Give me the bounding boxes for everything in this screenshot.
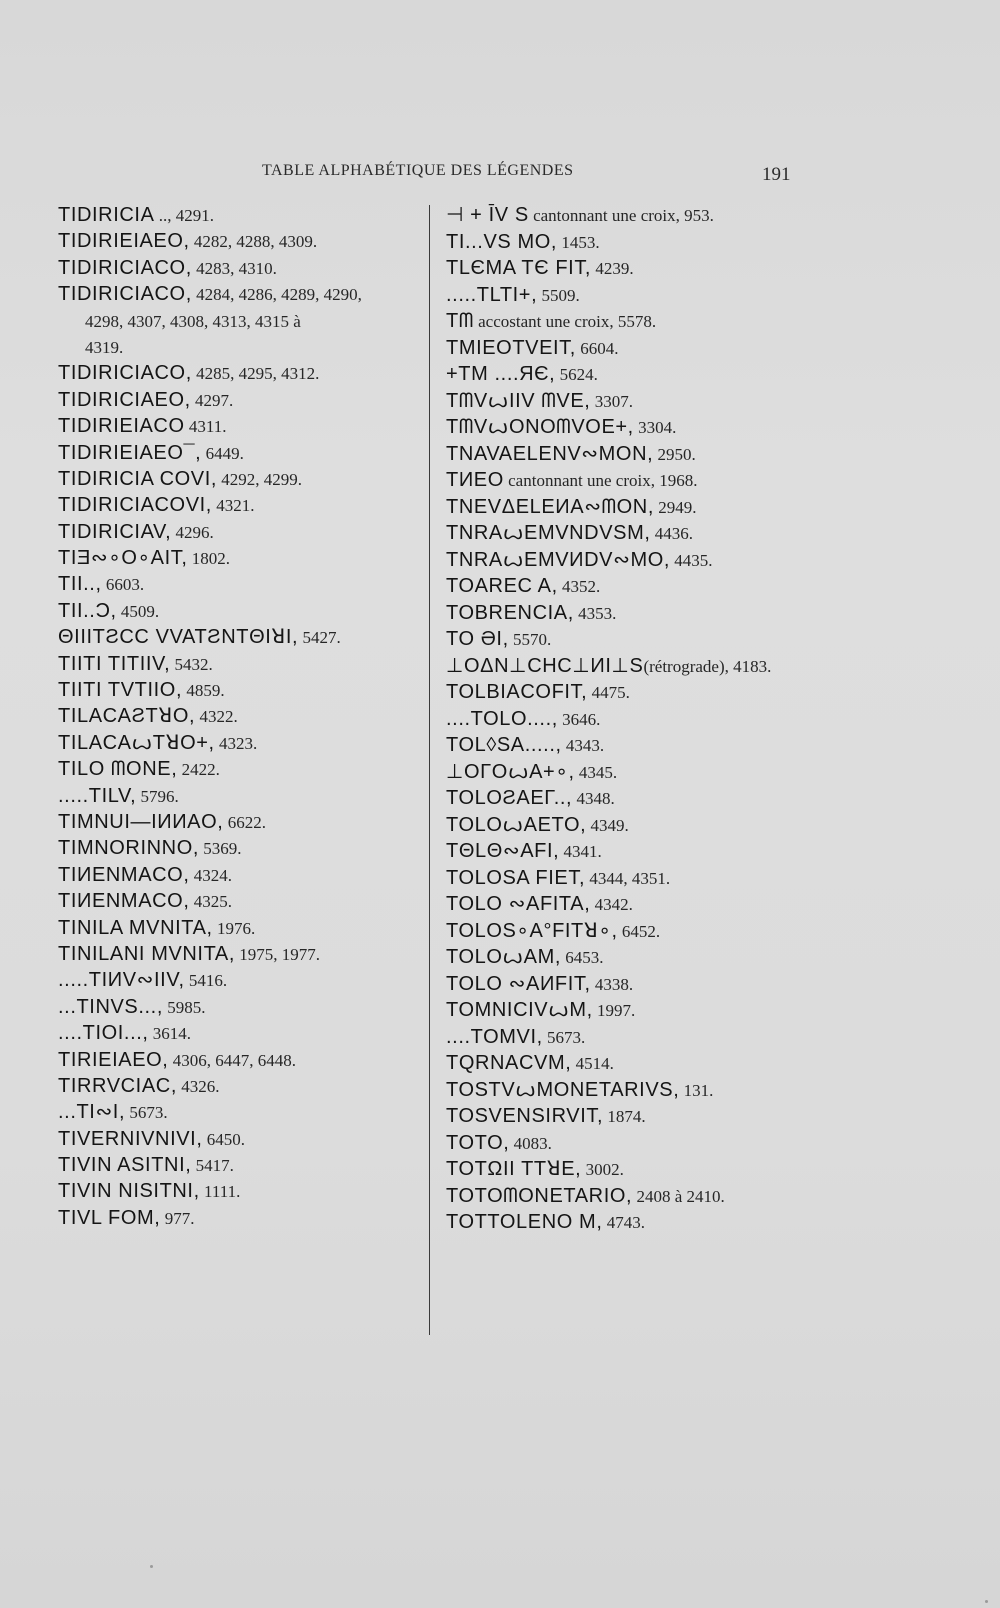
index-entry [446,1183,806,1210]
reference-numbers: 5673. [542,1027,586,1047]
legend-text: .....TLTI+, [446,283,538,306]
index-entry [446,865,806,892]
legend-text: TᗰVꙍONOᗰVOE+, [446,416,634,438]
reference-numbers: 1997. [592,1001,636,1020]
reference-numbers: 4435. [670,550,713,570]
index-entry [446,997,806,1024]
legend-text: TOTTOLENO M, [446,1211,603,1233]
legend-text: TILO ᗰONE, [58,758,178,781]
index-entry [446,520,806,547]
index-entry [58,202,428,228]
index-entry [446,414,806,441]
index-entry [446,467,806,494]
legend-text: TILACAƧTꓤO, [58,705,196,728]
index-entry [446,1050,806,1077]
index-entry [58,492,428,518]
legend-text: TOTΩII TTꓤE, [446,1158,582,1180]
legend-text: TOBRENCIA, [446,601,574,624]
legend-text: TIVIN ASITNI, [58,1154,192,1177]
reference-numbers: 6452. [617,921,661,941]
legend-text: ....TOMVI, [446,1025,543,1048]
index-entry [58,413,428,439]
reference-numbers: 4306, 6447, 6448. [168,1050,296,1070]
reference-numbers: 5509. [537,285,580,305]
reference-numbers: 3646. [557,709,601,729]
legend-text: TIDIRICIACO, [58,362,192,385]
page-number: 191 [762,164,791,185]
index-entry [58,783,428,809]
legend-text: TMIEOTVEIT, [446,336,576,359]
reference-numbers: 4348. [572,789,615,808]
reference-numbers: 3002. [581,1160,624,1179]
reference-numbers: 1111. [199,1182,241,1202]
index-entry [58,1152,428,1178]
legend-text: TIDIRICIA [58,204,155,226]
running-head [0,160,1000,190]
index-entry [446,1209,806,1236]
index-entry [446,1077,806,1104]
index-entry [58,1099,428,1125]
reference-numbers: 4285, 4295, 4312. [191,364,320,384]
legend-text: TᗰVꙍIIV ᗰVE, [446,389,591,412]
legend-text: TOAREC A, [446,575,558,597]
index-entry [58,281,428,307]
index-entry [446,653,806,680]
index-entry [58,545,428,571]
legend-text: TOLOSA FIET, [446,866,586,889]
legend-text: TИEO [446,469,504,491]
reference-numbers: 5985. [163,997,206,1017]
reference-numbers: 4322. [195,707,238,727]
reference-numbers: 6604. [575,338,619,358]
index-entry [58,941,428,967]
reference-numbers: cantonnant une croix, 953. [528,206,714,225]
index-entry [58,1020,428,1046]
reference-numbers: 5796. [136,786,179,806]
reference-numbers: 4325. [189,892,232,912]
legend-text: TOLO ∾AИFIT, [446,972,591,995]
legend-text: ⊥OΓOꙍA+∘, [446,760,575,783]
index-entry [446,361,806,388]
index-entry-continuation [58,334,428,360]
reference-numbers: 5432. [170,654,213,674]
reference-numbers: 4326. [176,1076,220,1096]
running-head-title: TABLE ALPHABÉTIQUE DES LÉGENDES [262,162,574,179]
index-entry [58,730,428,756]
reference-numbers: 4436. [650,524,694,543]
index-entry [58,756,428,782]
index-entry [446,1103,806,1130]
index-entry [58,809,428,835]
index-entry [446,706,806,733]
reference-numbers: 4345. [574,762,618,782]
index-entry [58,915,428,941]
index-entry [58,888,428,914]
reference-numbers: 3307. [590,391,633,411]
index-entry [58,1178,428,1204]
reference-numbers: 5570. [508,630,552,649]
index-entry [58,1047,428,1073]
legend-text: TIDIRICIACOVI, [58,494,212,517]
reference-numbers: 4296. [171,522,214,542]
index-entry [446,971,806,998]
index-entry [446,573,806,600]
index-entry [58,440,428,466]
legend-text: TOLO ∾AFITA, [446,893,591,915]
index-entry [58,387,428,413]
legend-text: TIITI TITIIV, [58,652,171,675]
reference-numbers: 2422. [177,760,220,780]
legend-text: ⊥OΔN⊥CHC⊥ИI⊥S [446,654,644,677]
legend-text: TOTOᗰONETARIO, [446,1184,633,1207]
index-entry [58,624,428,650]
legend-text: TIRIEIAEO, [58,1048,169,1071]
reference-numbers: 4509. [116,601,160,621]
index-entry [58,651,428,677]
index-entry [58,703,428,729]
index-entry [446,494,806,521]
legend-text: TIDIRICIAV, [58,520,172,543]
reference-numbers: 4338. [590,974,634,994]
index-entry [58,862,428,888]
legend-text: TIИENMACO, [58,863,190,886]
reference-numbers: 4239. [591,259,634,278]
index-entry [446,679,806,706]
legend-text: TIMNUI—IИИAO, [58,810,224,833]
reference-numbers: 1976. [212,918,256,938]
index-entry [58,228,428,254]
index-entry [58,967,428,993]
reference-numbers: 4343. [561,736,605,755]
index-entry [446,335,806,362]
legend-text: TIDIRICIAEO, [58,388,191,411]
legend-text: TIVL FOM, [58,1206,161,1229]
index-entry [446,759,806,786]
reference-numbers: 3304. [633,418,677,437]
reference-numbers: 5624. [555,365,598,384]
legend-text: TIVIN NISITNI, [58,1180,200,1203]
legend-text: TΘLΘ∾AFI, [446,840,560,862]
legend-text: ...TI∾I, [58,1101,126,1124]
legend-text: TNRAꙍEMVNDVSM, [446,522,651,544]
legend-text: ⊣ + ĪV S [446,204,529,226]
reference-numbers: 4475. [587,683,630,702]
reference-numbers: 4298, 4307, 4308, 4313, 4315 à [85,311,301,331]
reference-numbers: 6450. [202,1129,245,1149]
left-index-column [58,202,428,1231]
reference-numbers: 4292, 4299. [217,469,303,489]
index-entry-continuation [58,308,428,334]
index-entry [446,282,806,309]
reference-numbers: 2408 à 2410. [632,1186,725,1206]
legend-text: TOMNICIVꙍM, [446,999,593,1021]
legend-text: ....TIOI..., [58,1022,149,1045]
legend-text: TINILA MVNITA, [58,916,213,939]
index-entry [446,944,806,971]
index-entry [446,1024,806,1051]
index-entry [446,838,806,865]
legend-text: TOTO, [446,1131,510,1154]
legend-text: TIDIRICIACO, [58,283,192,306]
reference-numbers: 131. [679,1080,714,1100]
legend-text: TOLBIACOFIT, [446,681,588,703]
reference-numbers: 1802. [187,549,231,569]
legend-text: .....TILV, [58,784,137,807]
reference-numbers: 6453. [561,948,604,967]
reference-numbers: 4282, 4288, 4309. [189,232,318,252]
legend-text: TIVERNIVNIVI, [58,1127,203,1150]
legend-text: TIƎ∾∘O∘AIT, [58,547,188,570]
legend-text: TOLOꙍAETO, [446,813,587,836]
legend-text: TII.., [58,573,102,596]
legend-text: TNEVΔELEИA∾ᗰON, [446,495,654,518]
reference-numbers: 2949. [653,497,697,517]
reference-numbers: 3614. [148,1024,192,1044]
legend-text: TIDIRICIACO, [58,256,192,279]
reference-numbers: 4323. [214,733,258,753]
legend-text: TIITI TVTIIO, [58,679,183,702]
column-divider [429,205,430,1335]
index-entry [446,918,806,945]
index-entry [446,255,806,282]
index-entry [58,1205,428,1231]
reference-numbers: 1874. [603,1107,646,1126]
legend-text: TIDIRIEIACO [58,415,185,438]
legend-text: TOSVENSIRVIT, [446,1105,604,1127]
index-entry [446,732,806,759]
legend-text: TOL◊SA....., [446,734,562,756]
legend-text: TOLOS∘A°FITꓤ∘, [446,919,618,942]
paper-speck [150,1565,153,1568]
index-entry [446,441,806,468]
reference-numbers: 977. [160,1208,195,1228]
legend-text: TIDIRIEIAEO¯, [58,441,202,464]
reference-numbers: 5673. [125,1103,168,1123]
legend-text: ΘIIITƧCC VVATƧNTΘIꓤI, [58,626,299,649]
legend-text: TOLOƧAEΓ.., [446,787,573,809]
reference-numbers: 1975, 1977. [235,944,321,964]
reference-numbers: 4297. [190,390,234,410]
reference-numbers: 4859. [182,681,225,701]
reference-numbers: 4311. [184,417,227,437]
index-entry [58,1126,428,1152]
reference-numbers: 6449. [201,443,244,463]
index-entry [446,202,806,229]
reference-numbers: 6603. [101,575,145,595]
index-entry [58,835,428,861]
legend-text: TILACAꙍTꓤO+, [58,731,215,754]
index-entry [58,598,428,624]
legend-text: TINILANI MVNITA, [58,942,236,965]
reference-numbers: 4324. [189,865,232,885]
reference-numbers: 4514. [571,1054,614,1073]
legend-text: TQRNACVM, [446,1052,572,1074]
paper-speck [985,1600,988,1603]
reference-numbers: 4321. [211,496,255,516]
index-entry [58,994,428,1020]
legend-text: TIDIRICIA COVI, [58,467,218,490]
reference-numbers: 5427. [298,628,341,648]
reference-numbers: 4352. [557,577,601,596]
reference-numbers: (rétrograde), 4183. [643,656,772,676]
index-entry [58,519,428,545]
index-entry [58,255,428,281]
reference-numbers: .., 4291. [154,206,215,225]
reference-numbers: cantonnant une croix, 1968. [503,471,698,490]
legend-text: TI...VS MO, [446,230,558,253]
index-entry [446,1156,806,1183]
reference-numbers: 1453. [557,232,600,252]
reference-numbers: 4743. [602,1213,645,1232]
index-entry [446,626,806,653]
index-entry [446,547,806,574]
right-index-column [446,202,806,1236]
legend-text: TII..Ɔ, [58,599,117,622]
reference-numbers: 5417. [191,1156,234,1176]
legend-text: TNRAꙍEMVИDV∾MO, [446,548,671,571]
index-entry [58,571,428,597]
index-entry [446,812,806,839]
reference-numbers: 4284, 4286, 4289, 4290, [191,285,362,305]
index-entry [58,677,428,703]
index-entry [58,466,428,492]
legend-text: TIMNORINNO, [58,837,200,860]
reference-numbers: 5369. [199,839,242,859]
legend-text: +TM ....ЯЄ, [446,363,556,385]
index-entry [58,1073,428,1099]
reference-numbers: 4083. [509,1133,552,1153]
index-entry [58,360,428,386]
legend-text: TLЄMA TЄ FIT, [446,257,592,279]
index-entry [446,891,806,918]
legend-text: .....TIИV∾IIV, [58,969,185,992]
index-entry [446,308,806,335]
index-entry [446,229,806,256]
reference-numbers: 4283, 4310. [191,258,277,278]
legend-text: TIИENMACO, [58,890,190,913]
legend-text: ...TINVS..., [58,995,163,1018]
legend-text: TO ƏI, [446,628,509,650]
reference-numbers: 4344, 4351. [585,868,671,888]
index-entry [446,1130,806,1157]
reference-numbers: 4349. [586,815,629,835]
legend-text: TOLOꙍAM, [446,946,562,968]
legend-text: TNAVAELENV∾MON, [446,442,654,465]
reference-numbers: 2950. [653,444,696,464]
legend-text: TOSTVꙍMONETARIVS, [446,1078,680,1101]
reference-numbers: 4319. [85,337,124,357]
reference-numbers: accostant une croix, 5578. [473,312,657,331]
reference-numbers: 5416. [184,971,228,991]
legend-text: ....TOLO...., [446,707,558,730]
reference-numbers: 4342. [590,895,633,914]
reference-numbers: 4353. [573,603,617,623]
legend-text: TIRRVCIAC, [58,1074,177,1097]
index-entry [446,785,806,812]
reference-numbers: 6622. [223,812,266,832]
index-entry [446,388,806,415]
legend-text: Tᗰ [446,310,474,332]
legend-text: TIDIRIEIAEO, [58,230,190,253]
reference-numbers: 4341. [559,842,602,861]
index-entry [446,600,806,627]
